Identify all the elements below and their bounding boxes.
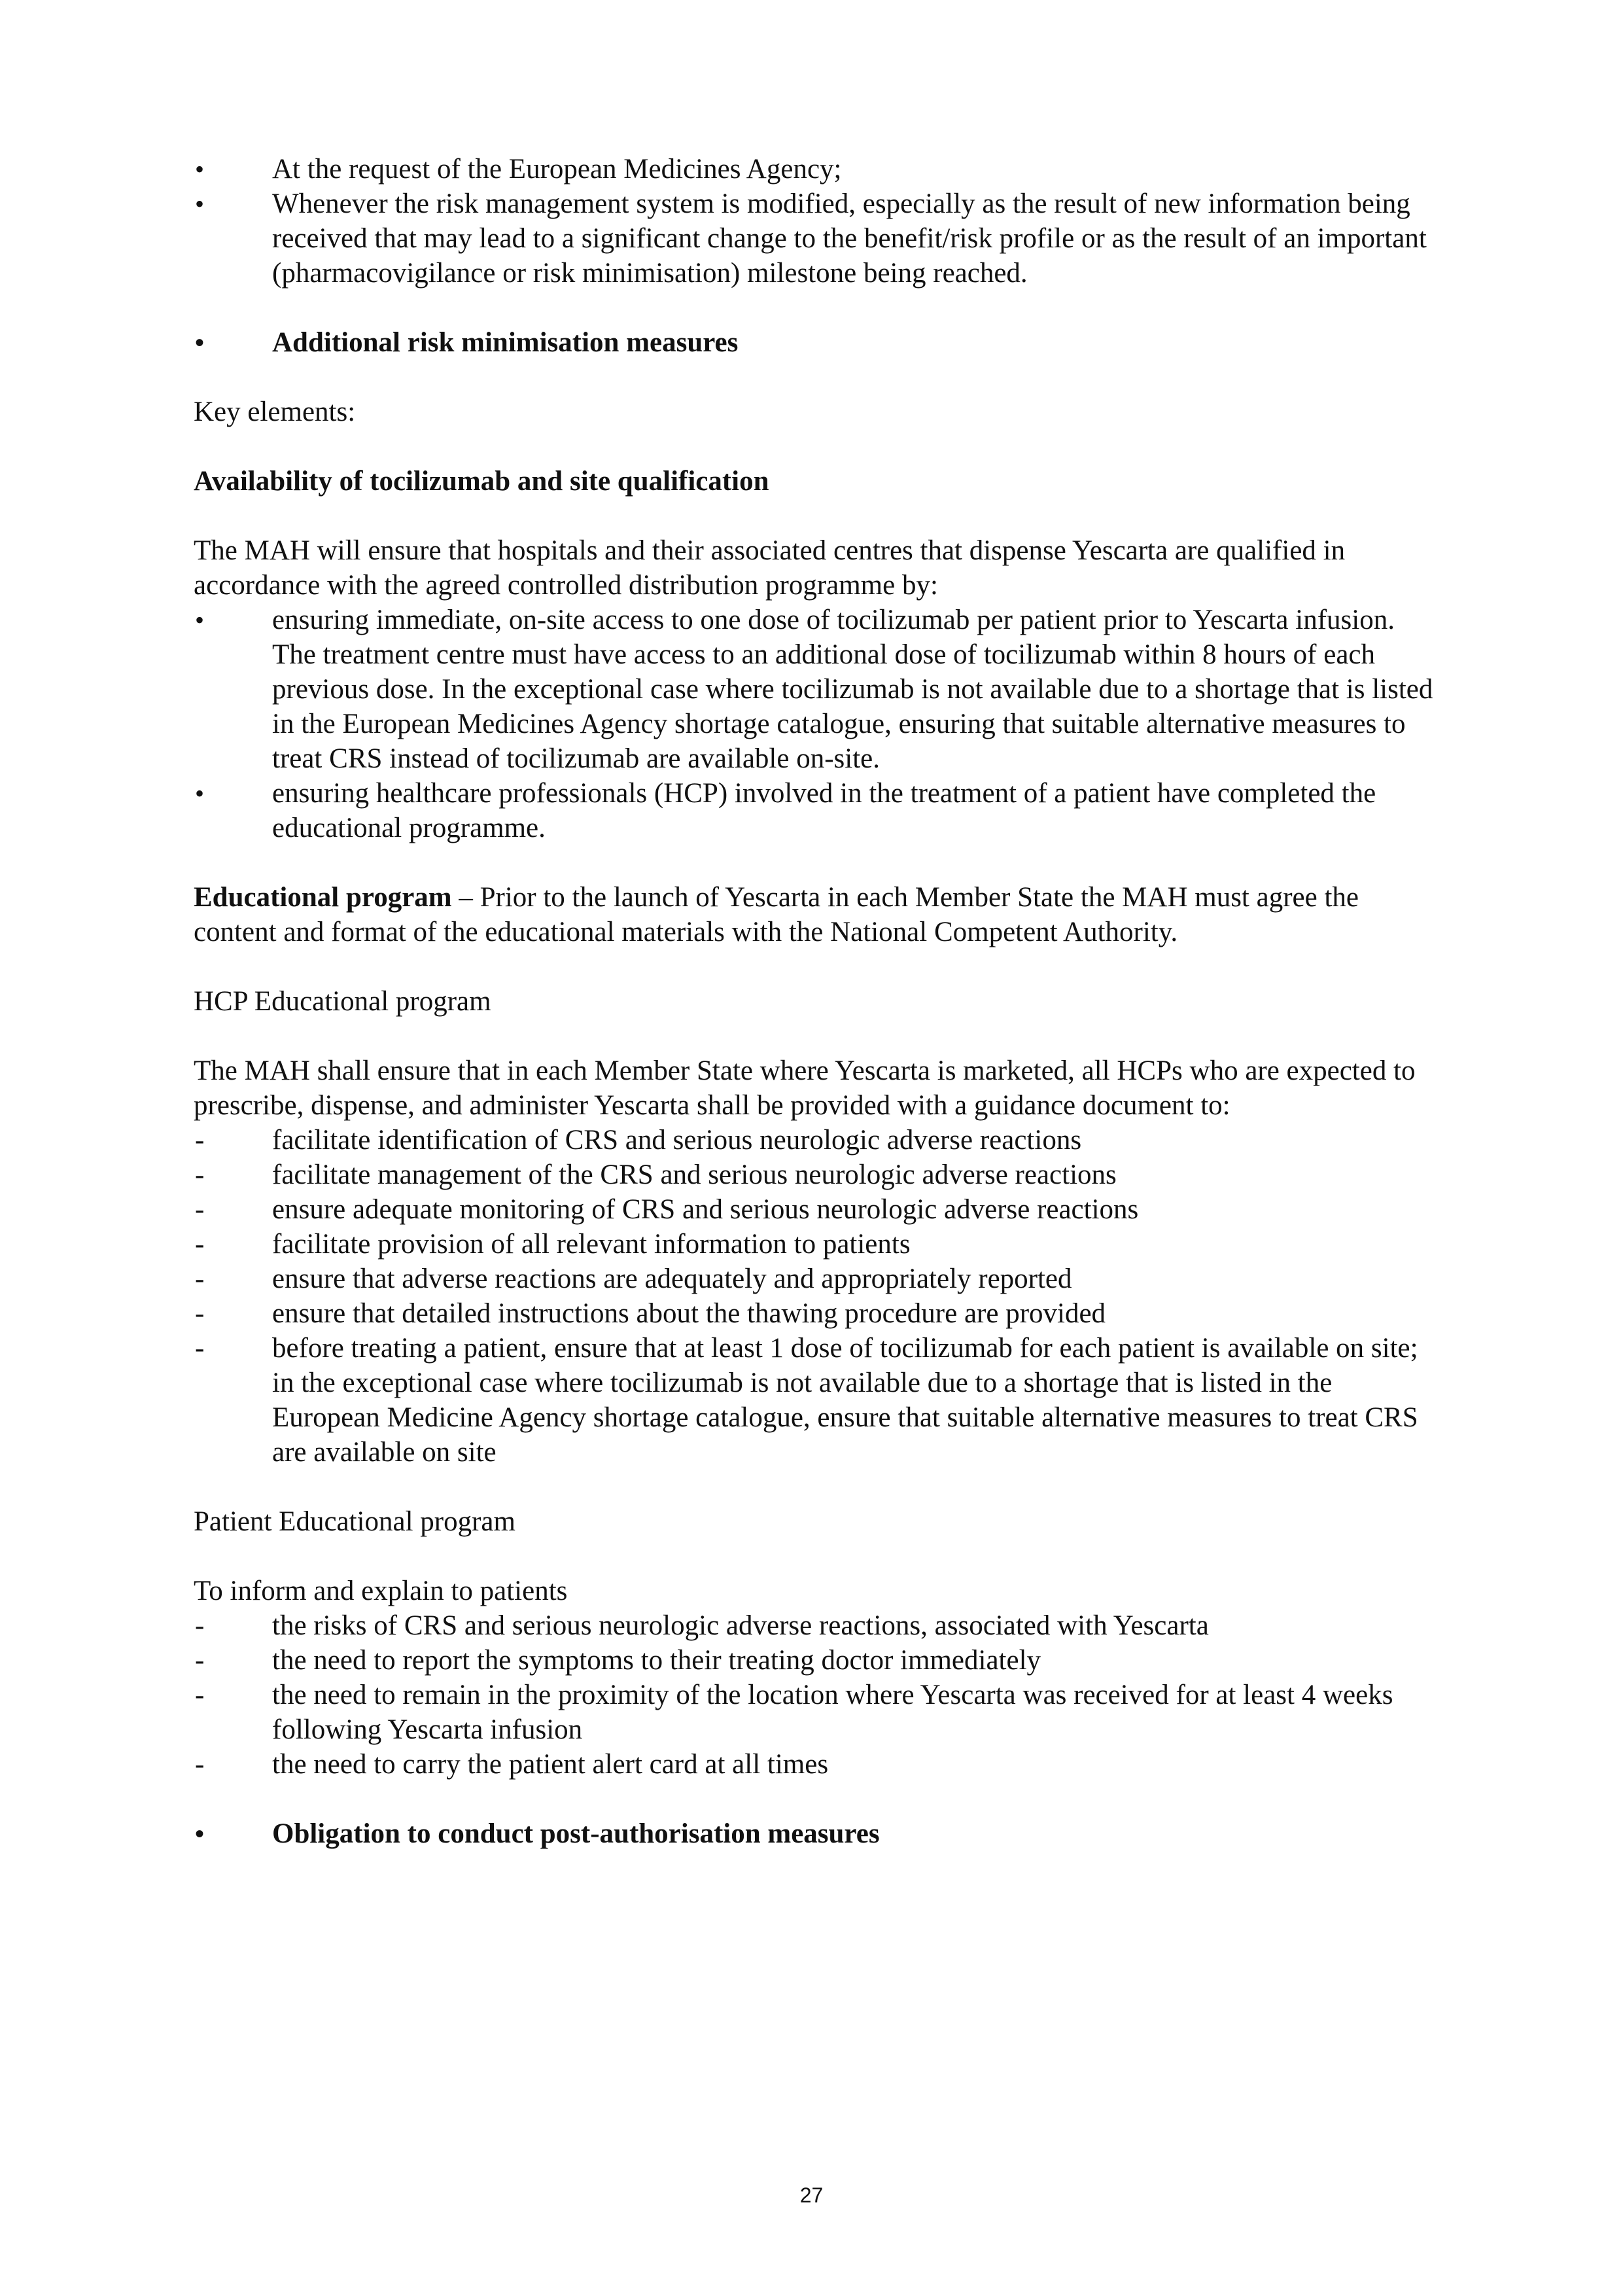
list-item-text: facilitate provision of all relevant information to patients (272, 1229, 911, 1260)
list-item-text: facilitate identification of CRS and serious neurologic adverse reactions (272, 1125, 1082, 1156)
list-item-text: the need to carry the patient alert card at all times (272, 1749, 829, 1780)
list-item (194, 1192, 1437, 1227)
availability-intro: The MAH will ensure that hospitals and their associated centres that dispense Yescarta are qualified in accordance with the agreed controlled distribution programme by: (194, 535, 1346, 601)
list-item (194, 1262, 1437, 1296)
list-item (194, 603, 1437, 776)
availability-bullet-list (194, 603, 1437, 845)
list-item-text: the risks of CRS and serious neurologic adverse reactions, associated with Yescarta (272, 1610, 1209, 1641)
patient-heading: Patient Educational program (194, 1506, 515, 1537)
list-item-text: facilitate management of the CRS and serious neurologic adverse reactions (272, 1159, 1117, 1190)
dash-icon: - (195, 1125, 205, 1156)
list-item-text: ensuring immediate, on-site access to one dose of tocilizumab per patient prior to Yescarta infusion. The treatment centre must have access to an additional dose of tocilizumab within 8 hours of each previous dose. In the exceptional case where tocilizumab is not available due to a shortage that is listed in the European Medicines Agency shortage catalogue, ensuring that suitable alternative measures to treat CRS instead of tocilizumab are available on-site. (272, 605, 1433, 774)
dash-icon: - (195, 1610, 205, 1641)
section-heading-text: Obligation to conduct post-authorisation measures (272, 1818, 880, 1849)
dash-icon: - (195, 1194, 205, 1225)
educational-program-text: – Prior to the launch of Yescarta in each Member State the MAH must agree the content and format of the educational materials with the National Competent Authority. (194, 882, 1359, 947)
list-item (194, 1331, 1437, 1470)
section-heading-post-authorisation (194, 1816, 1437, 1851)
list-item (194, 1296, 1437, 1331)
bullet-icon: • (195, 328, 205, 357)
bullet-icon: • (195, 1819, 205, 1848)
list-item-text: ensure adequate monitoring of CRS and serious neurologic adverse reactions (272, 1194, 1139, 1225)
section-heading-text: Additional risk minimisation measures (272, 327, 739, 358)
dash-icon: - (195, 1749, 205, 1780)
dash-icon: - (195, 1298, 205, 1329)
dash-icon: - (195, 1680, 205, 1710)
list-item-text: ensuring healthcare professionals (HCP) involved in the treatment of a patient have completed the educational programme. (272, 778, 1376, 843)
list-item-text: ensure that detailed instructions about the thawing procedure are provided (272, 1298, 1106, 1329)
bullet-icon: • (195, 189, 205, 219)
page-number: 27 (799, 2183, 824, 2207)
hcp-heading: HCP Educational program (194, 986, 491, 1017)
list-item (194, 1157, 1437, 1192)
list-item (194, 186, 1437, 291)
list-item-text: the need to report the symptoms to their treating doctor immediately (272, 1645, 1041, 1676)
bullet-icon: • (195, 779, 205, 808)
bullet-icon: • (195, 154, 205, 184)
document-page (194, 152, 1437, 1851)
list-item (194, 1643, 1437, 1678)
bullet-icon: • (195, 605, 205, 635)
intro-bullet-list (194, 152, 1437, 291)
list-item (194, 1123, 1437, 1157)
dash-icon: - (195, 1263, 205, 1294)
hcp-intro: The MAH shall ensure that in each Member State where Yescarta is marketed, all HCPs who are expected to prescribe, dispense, and administer Yescarta shall be provided with a guidance document to: (194, 1055, 1416, 1121)
key-elements-label: Key elements: (194, 397, 356, 427)
list-item-text: before treating a patient, ensure that at least 1 dose of tocilizumab for each patient is available on site; in the exceptional case where tocilizumab is not available due to a shortage that is listed in the European Medicine Agency shortage catalogue, ensure that suitable alternative measures to treat CRS are available on site (272, 1333, 1418, 1468)
list-item (194, 152, 1437, 186)
dash-icon: - (195, 1229, 205, 1260)
list-item-text: ensure that adverse reactions are adequately and appropriately reported (272, 1263, 1072, 1294)
dash-icon: - (195, 1333, 205, 1364)
list-item (194, 1747, 1437, 1782)
list-item (194, 1608, 1437, 1643)
availability-heading: Availability of tocilizumab and site qualification (194, 466, 769, 497)
list-item (194, 776, 1437, 845)
list-item (194, 1227, 1437, 1262)
patient-intro: To inform and explain to patients (194, 1576, 568, 1606)
dash-icon: - (195, 1159, 205, 1190)
list-item-text: Whenever the risk management system is modified, especially as the result of new information being received that may lead to a significant change to the benefit/risk profile or as the result of an important (pharmacovigilance or risk minimisation) milestone being reached. (272, 188, 1427, 289)
dash-icon: - (195, 1645, 205, 1676)
hcp-dash-list (194, 1123, 1437, 1470)
list-item-text: the need to remain in the proximity of the location where Yescarta was received for at least 4 weeks following Yescarta infusion (272, 1680, 1393, 1745)
list-item-text: At the request of the European Medicines Agency; (272, 154, 842, 185)
list-item (194, 1678, 1437, 1747)
section-heading-risk-minimisation (194, 325, 1437, 360)
patient-dash-list (194, 1608, 1437, 1782)
educational-program-paragraph (194, 880, 1437, 949)
educational-program-label: Educational program (194, 882, 452, 913)
